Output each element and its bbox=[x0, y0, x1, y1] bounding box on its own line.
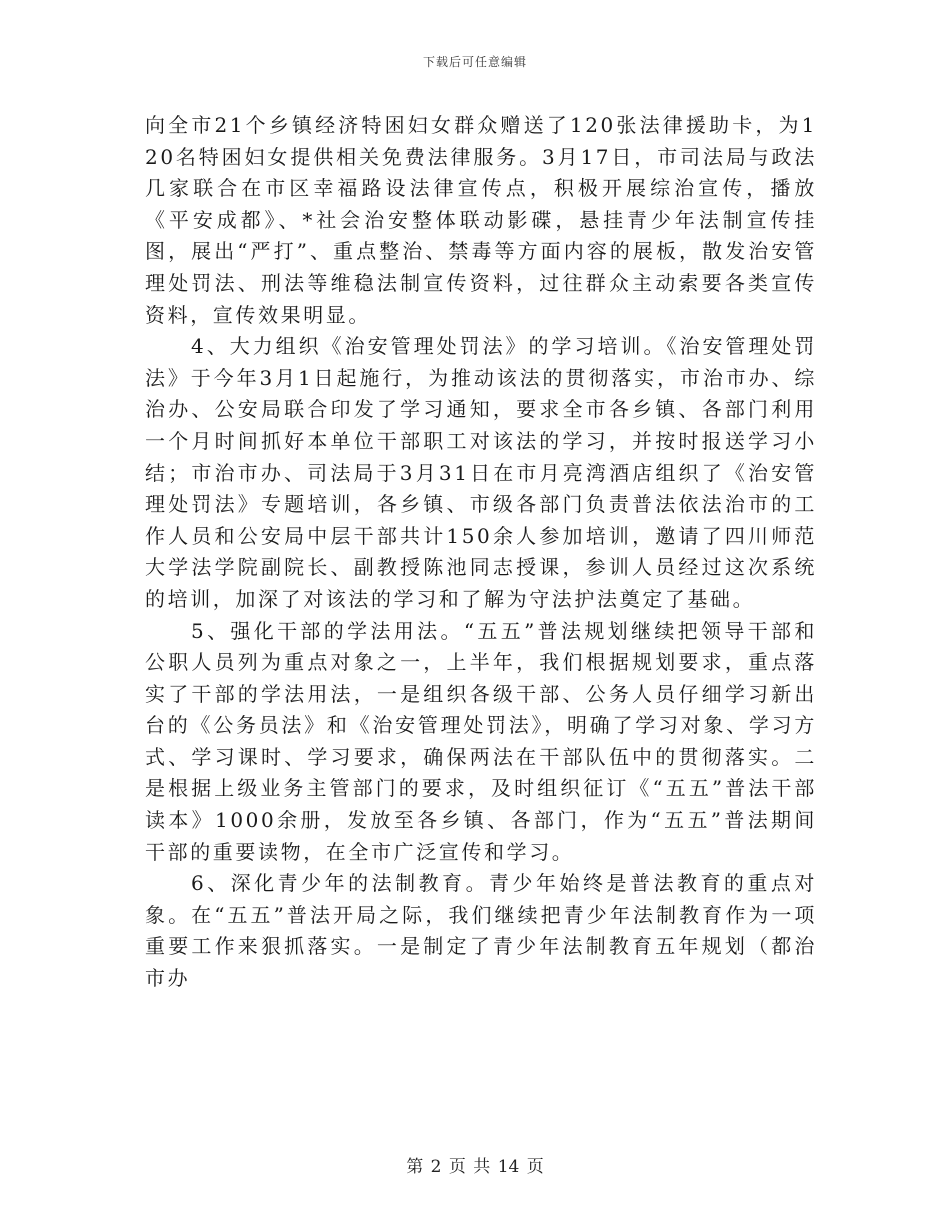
page-number-footer: 第 2 页 共 14 页 bbox=[406, 1157, 544, 1177]
paragraph-continuation: 向全市21个乡镇经济特困妇女群众赠送了120张法律援助卡，为120名特困妇女提供相关免费法律服务。3月17日，市司法局与政法几家联合在市区幸福路设法律宣传点，积极开展综治宣传，播放《平安成都》、*社会治安整体联动影碟，悬挂青少年法制宣传挂图，展出“严打”、重点整治、禁毒等方面内容的展板，散发治安管理处罚法、刑法等维稳法制宣传资料，过往群众主动索要各类宣传资料，宣传效果明显。 bbox=[145, 113, 817, 327]
paragraph-item-5: 5、强化干部的学法用法。“五五”普法规划继续把领导干部和公职人员列为重点对象之一，上半年，我们根据规划要求，重点落实了干部的学法用法，一是组织各级干部、公务人员仔细学习新出台的《公务员法》和《治安管理处罚法》，明确了学习对象、学习方式、学习课时、学习要求，确保两法在干部队伍中的贯彻落实。二是根据上级业务主管部门的要求，及时组织征订《“五五”普法干部读本》1000余册，发放至各乡镇、各部门，作为“五五”普法期间干部的重要读物，在全市广泛宣传和学习。 bbox=[145, 618, 817, 864]
paragraph-item-6: 6、深化青少年的法制教育。青少年始终是普法教育的重点对象。在“五五”普法开局之际，我们继续把青少年法制教育作为一项重要工作来狠抓落实。一是制定了青少年法制教育五年规划（都治市办 bbox=[145, 871, 817, 991]
page-header-note: 下载后可任意编辑 bbox=[422, 55, 527, 69]
document-body bbox=[145, 110, 817, 995]
paragraph-item-4: 4、大力组织《治安管理处罚法》的学习培训。《治安管理处罚法》于今年3月1日起施行，为推动该法的贯彻落实，市治市办、综治办、公安局联合印发了学习通知，要求全市各乡镇、各部门利用一个月时间抓好本单位干部职工对该法的学习，并按时报送学习小结；市治市办、司法局于3月31日在市月亮湾酒店组织了《治安管理处罚法》专题培训，各乡镇、市级各部门负责普法依法治市的工作人员和公安局中层干部共计150余人参加培训，邀请了四川师范大学法学院副院长、副教授陈池同志授课，参训人员经过这次系统的培训，加深了对该法的学习和了解为守法护法奠定了基础。 bbox=[145, 334, 817, 611]
